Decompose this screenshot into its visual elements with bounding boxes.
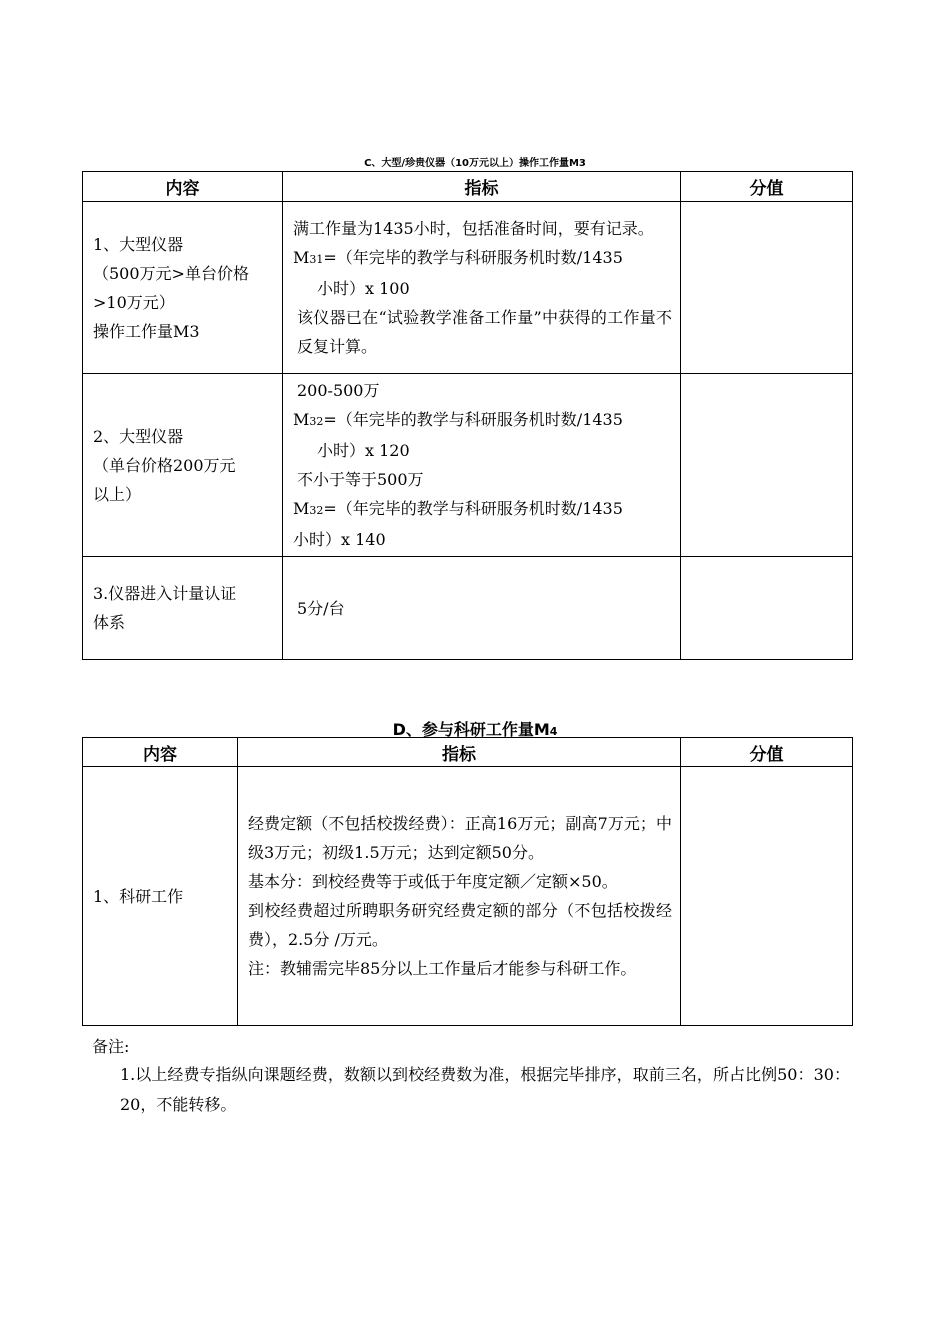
content-cell	[83, 202, 283, 374]
content-line: 操作工作量M3	[93, 321, 200, 341]
section-c-title: C、大型/珍贵仪器（10万元以上）操作工作量M3	[364, 158, 586, 169]
content-line: 2、大型仪器	[93, 426, 184, 446]
score-cell	[681, 202, 853, 374]
header-score: 分值	[681, 738, 853, 767]
header-content: 内容	[83, 172, 283, 202]
remark-item: 1.以上经费专指纵向课题经费，数额以到校经费数为准，根据完毕排序，取前三名，所占比例50：30：20，不能转移。	[120, 1065, 850, 1114]
content-cell	[83, 557, 283, 660]
indicator-range: 200-500万	[297, 381, 380, 400]
indicator-cell	[238, 767, 681, 1026]
header-content: 内容	[83, 738, 238, 767]
section-d-table	[82, 737, 853, 1026]
formula-continuation: 小时）x 140	[293, 530, 386, 549]
table-row	[83, 374, 853, 557]
content-line: 3.仪器进入计量认证	[93, 584, 237, 603]
content-cell	[83, 374, 283, 557]
section-d-title: D、参与科研工作量M4	[392, 720, 558, 739]
indicator-cell	[283, 374, 681, 557]
score-cell	[681, 767, 853, 1026]
remarks-label: 备注:	[92, 1037, 130, 1056]
indicator-range: 不小于等于500万	[297, 470, 424, 489]
indicator-text: 基本分：到校经费等于或低于年度定额／定额×50。	[248, 872, 618, 891]
indicator-text: 经费定额（不包括校拨经费）：正高16万元；副高7万元；中级3万元；初级1.5万元；达到定额50分。	[248, 814, 672, 862]
header-indicator: 指标	[283, 172, 681, 202]
indicator-text: 5分/台	[297, 598, 345, 618]
table-row	[83, 767, 853, 1026]
indicator-cell	[283, 202, 681, 374]
content-line: （500万元>单台价格	[93, 263, 249, 283]
header-score: 分值	[681, 172, 853, 202]
indicator-text: 满工作量为1435小时，包括准备时间，要有记录。	[293, 219, 654, 238]
score-cell	[681, 374, 853, 557]
header-indicator: 指标	[238, 738, 681, 767]
indicator-note: 该仪器已在“试验教学准备工作量”中获得的工作量不反复计算。	[297, 308, 672, 356]
table-header-row	[83, 738, 853, 767]
formula-continuation: 小时）x 100	[317, 279, 410, 298]
content-line: （单台价格200万元	[93, 455, 236, 475]
score-cell	[681, 557, 853, 660]
table-row	[83, 202, 853, 374]
content-line: 体系	[93, 613, 126, 632]
formula: M32=（年完毕的教学与科研服务机时数/1435	[293, 410, 623, 429]
formula: M31=（年完毕的教学与科研服务机时数/1435	[293, 248, 623, 267]
content-line: >10万元）	[93, 292, 175, 312]
table-row	[83, 557, 853, 660]
table-header-row	[83, 172, 853, 202]
formula: M32=（年完毕的教学与科研服务机时数/1435	[293, 499, 623, 518]
indicator-cell	[283, 557, 681, 660]
content-cell: 1、科研工作	[83, 767, 238, 1026]
formula-continuation: 小时）x 120	[317, 441, 410, 460]
content-line: 1、大型仪器	[93, 234, 184, 254]
indicator-text: 注：教辅需完毕85分以上工作量后才能参与科研工作。	[248, 959, 637, 978]
indicator-text: 到校经费超过所聘职务研究经费定额的部分（不包括校拨经费），2.5分 /万元。	[248, 901, 672, 949]
content-line: 以上）	[93, 484, 142, 504]
section-c-table	[82, 171, 853, 660]
